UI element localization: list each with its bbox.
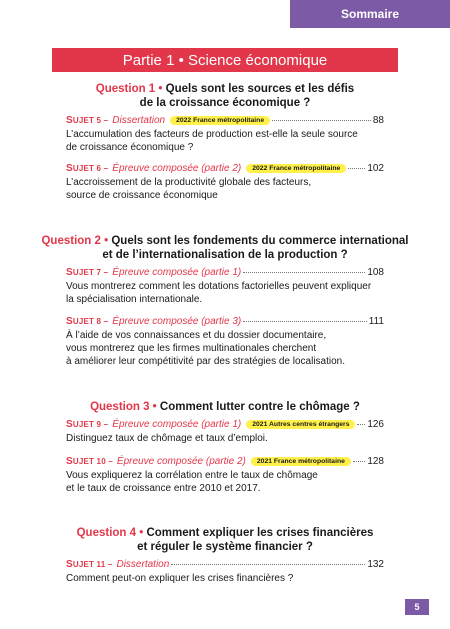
sujet-5-label: SUJET 5 – bbox=[66, 115, 109, 126]
sujet-6-badge: 2022 France métropolitaine bbox=[246, 164, 346, 173]
question-4-title-line2: et réguler le système financier ? bbox=[137, 541, 313, 553]
question-1-heading bbox=[0, 82, 450, 110]
sujet-5-type: Dissertation bbox=[112, 115, 166, 126]
sujet-5-description: L’accumulation des facteurs de production est-elle la seule source de croissance économique ? bbox=[66, 129, 358, 153]
question-1-title-line2: de la croissance économique ? bbox=[139, 97, 311, 109]
sujet-10-page: 128 bbox=[367, 456, 384, 467]
sujet-8-entry[interactable] bbox=[66, 316, 384, 330]
sujet-9-leader-dots bbox=[357, 424, 365, 425]
sujet-10-entry[interactable] bbox=[66, 456, 384, 470]
sujet-10-type: Épreuve composée (partie 2) bbox=[116, 456, 246, 467]
question-2-label: Question 2 • bbox=[41, 235, 109, 247]
sujet-8-description: À l’aide de vos connaissances et du dossier documentaire, vous montrerez que les firmes multinationales cherchent à améliorer leur compétitivité par des stratégies de localisation. bbox=[66, 330, 346, 367]
sujet-8-type: Épreuve composée (partie 3) bbox=[112, 316, 242, 327]
sujet-8-label: SUJET 8 – bbox=[66, 316, 109, 327]
question-4-heading bbox=[0, 526, 450, 554]
sujet-8-page: 111 bbox=[368, 316, 384, 327]
sujet-6-description: L’accroissement de la productivité globale des facteurs, source de croissance économique bbox=[66, 177, 312, 201]
question-3-title-line1: Comment lutter contre le chômage ? bbox=[159, 401, 360, 413]
question-3-heading bbox=[0, 400, 450, 414]
partie-banner: Partie 1 • Science économique bbox=[52, 48, 398, 72]
sujet-6-leader-dots bbox=[348, 168, 365, 169]
question-2-title-line1: Quels sont les fondements du commerce international bbox=[111, 235, 409, 247]
sujet-10-badge: 2021 France métropolitaine bbox=[251, 457, 351, 466]
question-1-label: Question 1 • bbox=[95, 83, 163, 95]
sujet-10-leader-dots bbox=[353, 461, 365, 462]
question-2-title-line2: et de l’internationalisation de la production ? bbox=[102, 249, 348, 261]
sujet-5-page: 88 bbox=[372, 115, 384, 126]
sujet-7-entry[interactable] bbox=[66, 267, 384, 281]
sujet-5-leader-dots bbox=[272, 120, 371, 121]
sujet-5-badge: 2022 France métropolitaine bbox=[170, 116, 270, 125]
sujet-11-page: 132 bbox=[367, 559, 384, 570]
sujet-9-description: Distinguez taux de chômage et taux d’emploi. bbox=[66, 433, 268, 444]
question-4-label: Question 4 • bbox=[76, 527, 144, 539]
sujet-6-label: SUJET 6 – bbox=[66, 163, 109, 174]
page-number-badge: 5 bbox=[405, 599, 429, 615]
sujet-7-description: Vous montrerez comment les dotations factorielles peuvent expliquer la spécialisation internationale. bbox=[66, 281, 372, 305]
sujet-11-type: Dissertation bbox=[116, 559, 170, 570]
question-1-title-line1: Quels sont les sources et les défis bbox=[165, 83, 355, 95]
sujet-9-page: 126 bbox=[367, 419, 384, 430]
sujet-7-leader-dots bbox=[243, 272, 365, 273]
top-strip bbox=[0, 0, 290, 28]
sujet-9-type: Épreuve composée (partie 1) bbox=[112, 419, 242, 430]
sujet-11-description: Comment peut-on expliquer les crises financières ? bbox=[66, 573, 294, 584]
sujet-9-entry[interactable] bbox=[66, 419, 384, 433]
sujet-6-entry[interactable] bbox=[66, 163, 384, 177]
question-2-heading bbox=[0, 234, 450, 262]
sujet-7-label: SUJET 7 – bbox=[66, 267, 109, 278]
sujet-8-leader-dots bbox=[243, 321, 367, 322]
question-3-label: Question 3 • bbox=[90, 401, 157, 413]
sujet-5-entry[interactable] bbox=[66, 115, 384, 129]
question-4-title-line1: Comment expliquer les crises financières bbox=[146, 527, 374, 539]
sujet-11-entry[interactable] bbox=[66, 559, 384, 573]
sujet-10-description: Vous expliquerez la corrélation entre le taux de chômage et le taux de croissance entre 2010 et 2017. bbox=[66, 470, 318, 494]
sommaire-tab[interactable]: Sommaire bbox=[290, 0, 450, 28]
sujet-11-leader-dots bbox=[171, 564, 365, 565]
sujet-7-page: 108 bbox=[367, 267, 384, 278]
sujet-9-badge: 2021 Autres centres étrangers bbox=[246, 420, 355, 429]
sujet-7-type: Épreuve composée (partie 1) bbox=[112, 267, 242, 278]
sujet-6-type: Épreuve composée (partie 2) bbox=[112, 163, 242, 174]
sujet-11-label: SUJET 11 – bbox=[66, 559, 113, 570]
sujet-9-label: SUJET 9 – bbox=[66, 419, 109, 430]
sujet-10-label: SUJET 10 – bbox=[66, 456, 113, 467]
sujet-6-page: 102 bbox=[367, 163, 384, 174]
